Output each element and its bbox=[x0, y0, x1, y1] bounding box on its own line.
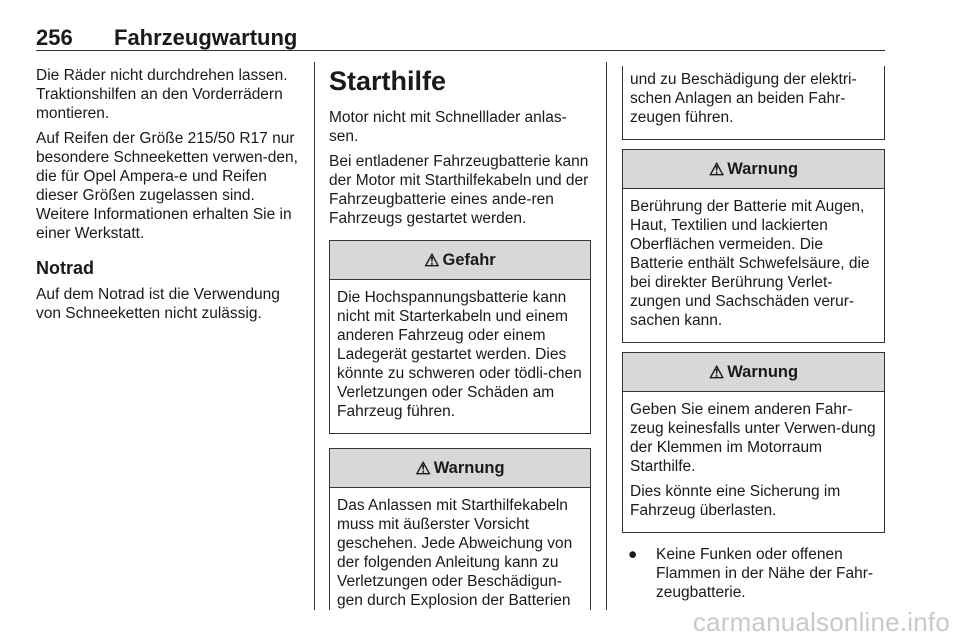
section-title: Starthilfe bbox=[329, 66, 447, 96]
warning-continued-body bbox=[623, 66, 884, 139]
warning-triangle-icon: ⚠ bbox=[415, 458, 431, 478]
danger-text: Die Hochspannungsbatterie kann nicht mit Starterkabeln und einem anderen Fahrzeug oder einem Ladegerät gestartet werden. Dies könnte zu schweren oder tödli-chen Verletzungen oder Schäden am Fahrzeug führen. bbox=[337, 289, 582, 420]
warning-continued-text: und zu Beschädigung der elektri-schen Anlagen an beiden Fahr-zeugen führen. bbox=[630, 71, 857, 126]
warning-box-header bbox=[623, 150, 884, 189]
danger-box bbox=[329, 240, 591, 434]
paragraph: Bei entladener Fahrzeugbatterie kann der Motor mit Starthilfekabeln und der Fahrzeugbatterie eines ande-ren Fahrzeugs gestartet werden. bbox=[329, 153, 589, 227]
column-2 bbox=[329, 66, 591, 610]
column-1 bbox=[36, 66, 300, 329]
paragraph: Auf dem Notrad ist die Verwendung von Schneeketten nicht zulässig. bbox=[36, 286, 280, 322]
paragraph: Auf Reifen der Größe 215/50 R17 nur besondere Schneeketten verwen-den, die für Opel Ampera-e und Reifen dieser Größen zugelassen sind. Weitere Informationen erhalten Sie in einer Werkstatt. bbox=[36, 130, 298, 242]
warning-box bbox=[622, 149, 885, 343]
paragraph: Motor nicht mit Schnelllader anlas-sen. bbox=[329, 109, 567, 145]
warning-box bbox=[329, 448, 591, 610]
warning-box-header bbox=[330, 449, 590, 488]
warning-box-body bbox=[330, 488, 590, 610]
column-3 bbox=[622, 66, 885, 602]
warning-box-header bbox=[623, 353, 884, 392]
warning-text: Das Anlassen mit Starthilfekabeln muss mit äußerster Vorsicht geschehen. Jede Abweichung von der folgenden Anleitung kann zu Verletzungen oder Beschädigun-gen durch Explosion der Batterien bbox=[337, 497, 573, 609]
warning-triangle-icon: ⚠ bbox=[424, 250, 440, 270]
warning-box-continued bbox=[622, 66, 885, 140]
warning-text: Geben Sie einem anderen Fahr-zeug keinesfalls unter Verwen-dung der Klemmen im Motorraum Starthilfe. bbox=[630, 401, 876, 475]
bullet-item bbox=[622, 545, 885, 602]
page-header bbox=[36, 26, 885, 51]
watermark: carmanualsonline.info bbox=[692, 607, 950, 637]
subheading-notrad: Notrad bbox=[36, 258, 94, 278]
warning-triangle-icon: ⚠ bbox=[708, 362, 725, 382]
danger-box-header bbox=[330, 241, 590, 280]
bullet-dot: ● bbox=[628, 546, 638, 563]
bullet-text: Keine Funken oder offenen Flammen in der Nähe der Fahr-zeugbatterie. bbox=[656, 546, 874, 601]
chapter-title: Fahrzeugwartung bbox=[114, 25, 298, 50]
warning-box-body bbox=[623, 189, 884, 342]
warning-box-title: Warnung bbox=[433, 458, 505, 477]
warning-box-title: Warnung bbox=[727, 362, 799, 381]
warning-text: Dies könnte eine Sicherung im Fahrzeug überlasten. bbox=[630, 483, 841, 519]
warning-box-title: Warnung bbox=[727, 159, 799, 178]
warning-triangle-icon: ⚠ bbox=[708, 159, 725, 179]
column-divider bbox=[314, 62, 315, 610]
page-number: 256 bbox=[36, 25, 73, 50]
column-divider bbox=[606, 62, 607, 610]
danger-box-body bbox=[330, 280, 590, 433]
danger-box-title: Gefahr bbox=[442, 250, 496, 269]
warning-box bbox=[622, 352, 885, 533]
warning-text: Berührung der Batterie mit Augen, Haut, Textilien und lackierten Oberflächen vermeiden. Die Batterie enthält Schwefelsäure, die bei direkter Berührung Verlet-zungen und Sachschäden verur-sachen kann. bbox=[630, 198, 870, 329]
paragraph: Die Räder nicht durchdrehen lassen. Traktionshilfen an den Vorderrädern montieren. bbox=[36, 67, 288, 122]
warning-box-body bbox=[623, 392, 884, 532]
